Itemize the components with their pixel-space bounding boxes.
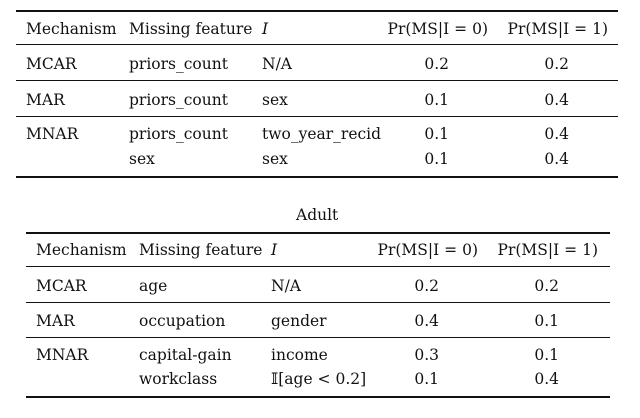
row-rule: [16, 80, 618, 81]
top-rule: [16, 10, 618, 12]
header-rule: [26, 266, 610, 267]
row-mcar-p1: 0.2: [544, 55, 569, 73]
row-mcar-mechanism: MCAR: [36, 277, 87, 295]
row-mnar2-feature: sex: [129, 150, 155, 168]
bottom-rule: [26, 396, 610, 398]
row-mcar-p0: 0.2: [414, 277, 439, 295]
table-title: Adult: [296, 206, 339, 224]
row-mcar-indicator: N/A: [262, 55, 292, 73]
row-mnar-feature: capital-gain: [139, 346, 232, 364]
row-mar-indicator: sex: [262, 91, 288, 109]
bottom-rule: [16, 176, 618, 178]
header-missing-feature: Missing feature: [129, 20, 253, 38]
header-indicator: I: [262, 20, 269, 38]
row-mnar-mechanism: MNAR: [36, 346, 89, 364]
row-mnar2-indicator: 𝕀[age < 0.2]: [271, 370, 367, 388]
row-mar-feature: occupation: [139, 312, 226, 330]
row-mar-feature: priors_count: [129, 91, 228, 109]
header-rule: [16, 44, 618, 45]
row-mnar-p1: 0.4: [544, 125, 569, 143]
row-mar-p0: 0.1: [424, 91, 449, 109]
row-mnar2-indicator: sex: [262, 150, 288, 168]
cropped-caption-top: [0, 0, 640, 8]
row-mnar-p0: 0.3: [414, 346, 439, 364]
row-mnar-indicator: two_year_recid: [262, 125, 382, 143]
row-mar-p1: 0.4: [544, 91, 569, 109]
row-mar-p1: 0.1: [534, 312, 559, 330]
header-mechanism: Mechanism: [36, 241, 127, 259]
row-rule: [26, 302, 610, 303]
header-pr-i0: Pr(MS|I = 0): [387, 20, 488, 38]
row-mar-indicator: gender: [271, 312, 327, 330]
row-mar-mechanism: MAR: [36, 312, 75, 330]
header-pr-i1: Pr(MS|I = 1): [497, 241, 598, 259]
row-mnar-p1: 0.1: [534, 346, 559, 364]
row-mcar-mechanism: MCAR: [26, 55, 77, 73]
row-mcar-p0: 0.2: [424, 55, 449, 73]
row-mnar2-feature: workclass: [139, 370, 218, 388]
header-pr-i0: Pr(MS|I = 0): [377, 241, 478, 259]
row-mar-mechanism: MAR: [26, 91, 65, 109]
cropped-caption-bottom: [0, 410, 640, 418]
row-mar-p0: 0.4: [414, 312, 439, 330]
row-mcar-feature: age: [139, 277, 168, 295]
row-mnar2-p0: 0.1: [424, 150, 449, 168]
row-mnar-feature: priors_count: [129, 125, 228, 143]
row-mnar-mechanism: MNAR: [26, 125, 79, 143]
header-indicator: I: [271, 241, 278, 259]
header-pr-i1: Pr(MS|I = 1): [507, 20, 608, 38]
row-mnar-p0: 0.1: [424, 125, 449, 143]
row-mcar-feature: priors_count: [129, 55, 228, 73]
row-mcar-indicator: N/A: [271, 277, 301, 295]
row-mnar2-p1: 0.4: [544, 150, 569, 168]
header-mechanism: Mechanism: [26, 20, 117, 38]
header-missing-feature: Missing feature: [139, 241, 263, 259]
row-mnar-indicator: income: [271, 346, 328, 364]
top-rule: [26, 232, 610, 234]
row-mcar-p1: 0.2: [534, 277, 559, 295]
row-mnar2-p0: 0.1: [414, 370, 439, 388]
row-rule: [16, 116, 618, 117]
row-rule: [26, 337, 610, 338]
row-mnar2-p1: 0.4: [534, 370, 559, 388]
